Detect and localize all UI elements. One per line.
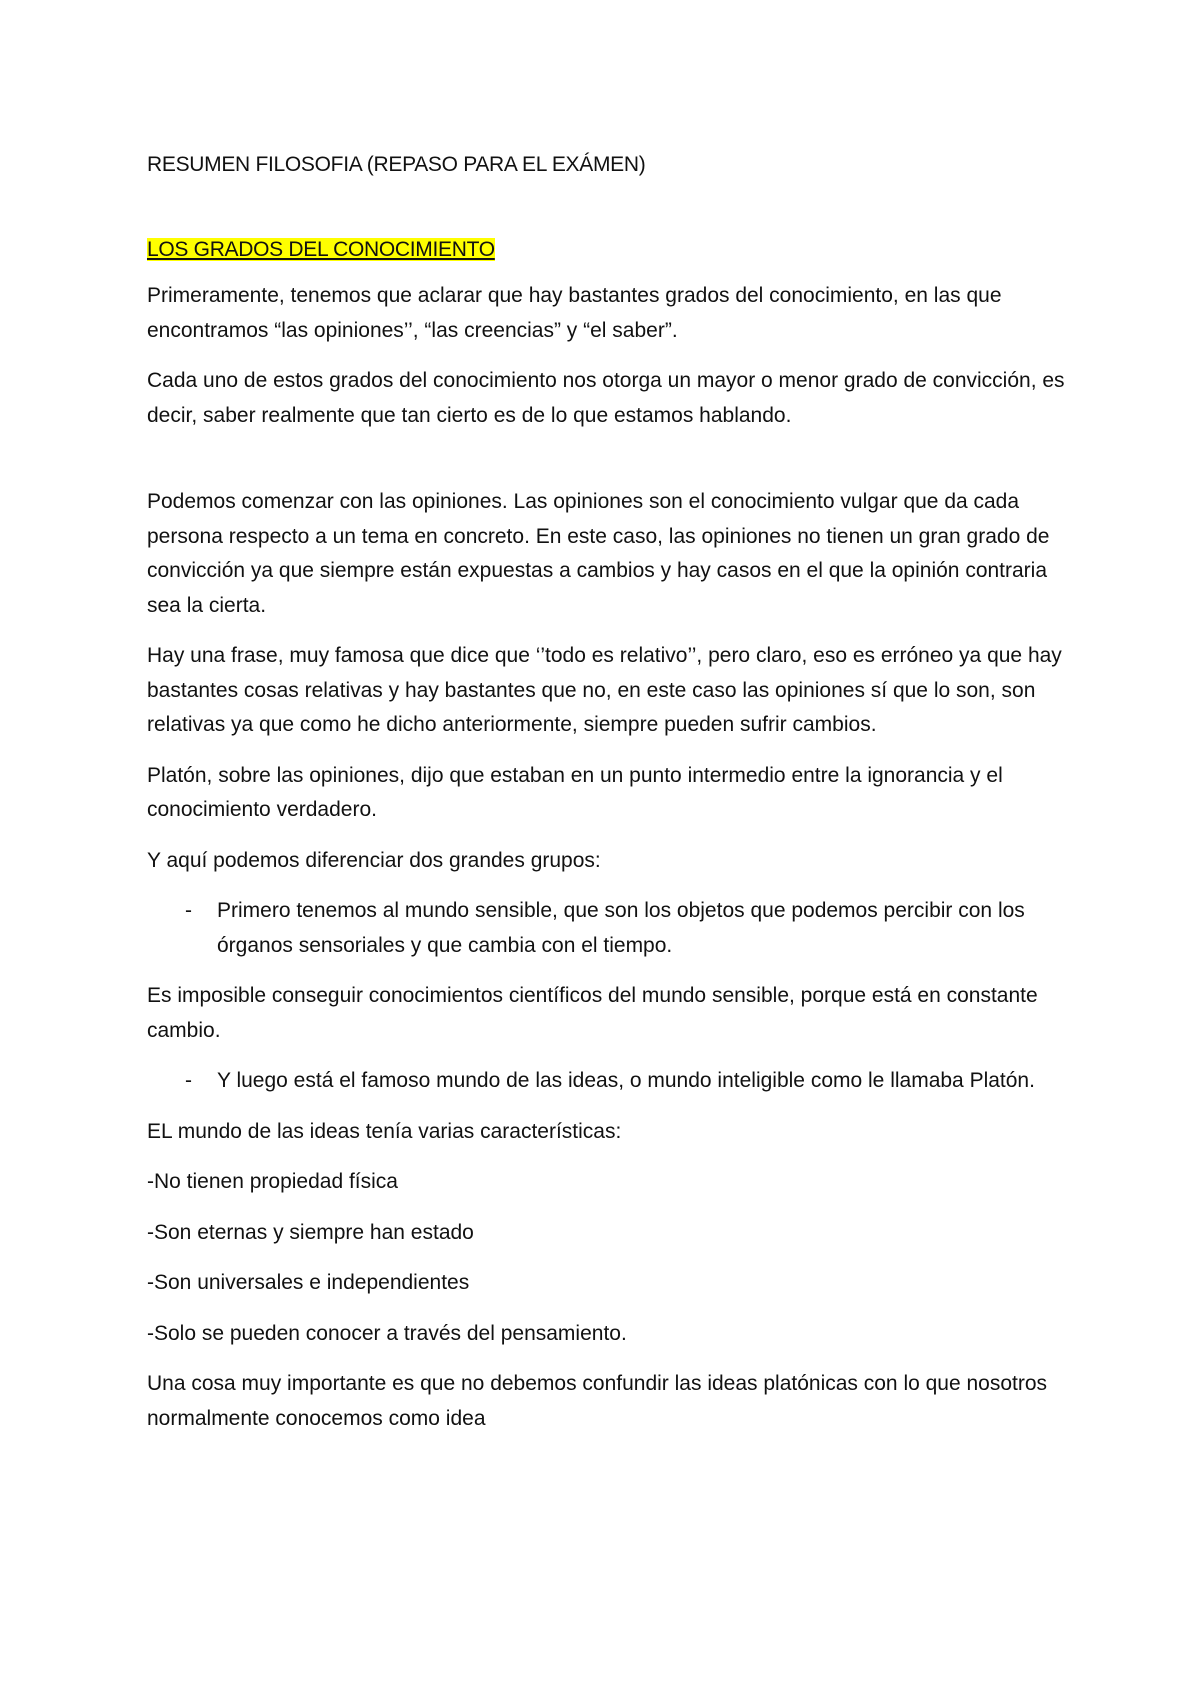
list-dash: - <box>185 1069 192 1092</box>
features-list <box>147 1165 1067 1351</box>
paragraph-groups: Y aquí podemos diferenciar dos grandes grupos: <box>147 848 601 872</box>
paragraph-characteristics: EL mundo de las ideas tenía varias características: <box>147 1119 622 1143</box>
feature-item: -Son universales e independientes <box>147 1271 470 1294</box>
blank-line <box>147 449 1067 485</box>
feature-item: -Son eternas y siempre han estado <box>147 1220 474 1244</box>
list-item <box>147 894 1067 963</box>
paragraph-intro: Primeramente, tenemos que aclarar que hay bastantes grados del conocimiento, en las que encontramos “las opiniones’’, “las creencias” y “el saber”. <box>147 284 1002 342</box>
list-item-text: Primero tenemos al mundo sensible, que son los objetos que podemos percibir con los órganos sensoriales y que cambia con el tiempo. <box>217 899 1025 957</box>
paragraph-sensible: Es imposible conseguir conocimientos científicos del mundo sensible, porque está en constante cambio. <box>147 984 1038 1042</box>
feature-item: -Solo se pueden conocer a través del pensamiento. <box>147 1321 627 1345</box>
paragraph-platon: Platón, sobre las opiniones, dijo que estaban en un punto intermedio entre la ignorancia y el conocimiento verdadero. <box>147 763 1003 821</box>
list-item-text: Y luego está el famoso mundo de las ideas, o mundo inteligible como le llamaba Platón. <box>217 1069 1035 1092</box>
document-body <box>147 148 1067 1452</box>
list-item <box>147 1064 1067 1099</box>
list-dash: - <box>185 899 192 922</box>
highlighted-heading-text: LOS GRADOS DEL CONOCIMIENTO <box>147 237 495 261</box>
section-heading <box>147 233 1067 268</box>
paragraph-conclusion: Una cosa muy importante es que no debemos confundir las ideas platónicas con lo que nosotros normalmente conocemos como idea <box>147 1372 1048 1430</box>
paragraph-opinions: Podemos comenzar con las opiniones. Las opiniones son el conocimiento vulgar que da cada persona respecto a un tema en concreto. En este caso, las opiniones no tienen un gran grado de convicción ya que siempre están expuestas a cambios y hay casos en el que la opinión contraria sea la cierta. <box>147 490 1050 617</box>
document-title: RESUMEN FILOSOFIA (REPASO PARA EL EXÁMEN) <box>147 153 646 176</box>
paragraph-relative: Hay una frase, muy famosa que dice que ‘’todo es relativo’’, pero claro, eso es erróneo ya que hay bastantes cosas relativas y hay bastantes que no, en este caso las opiniones sí que lo son, son relativas ya que como he dicho anteriormente, siempre pueden sufrir cambios. <box>147 644 1062 736</box>
feature-item: -No tienen propiedad física <box>147 1170 398 1193</box>
paragraph-conviction: Cada uno de estos grados del conocimiento nos otorga un mayor o menor grado de convicción, es decir, saber realmente que tan cierto es de lo que estamos hablando. <box>147 369 1065 427</box>
